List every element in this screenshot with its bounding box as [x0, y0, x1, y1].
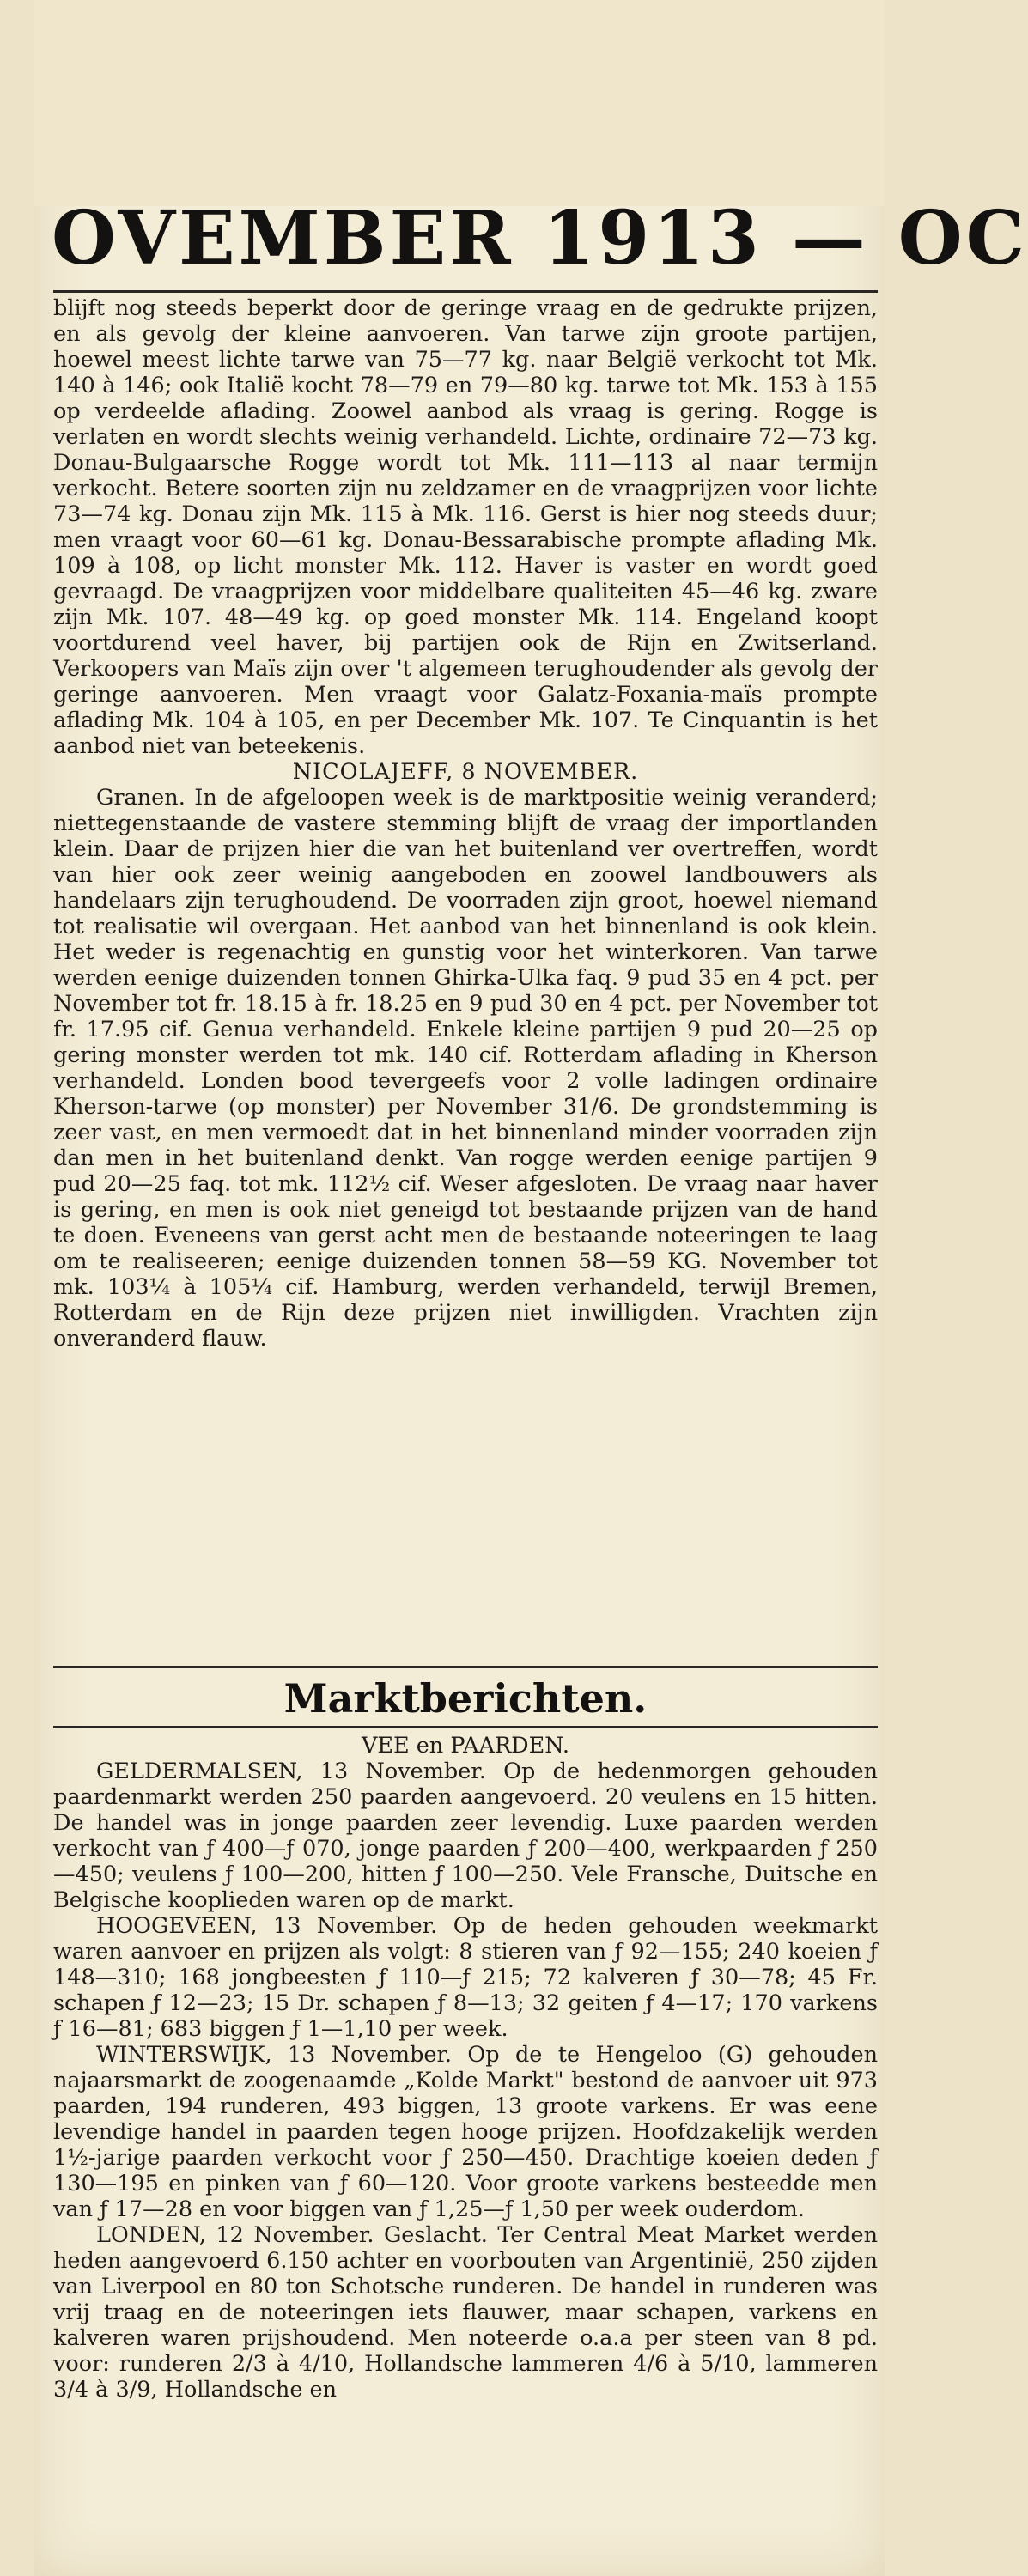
- report-paragraph: Granen. In de afgeloopen week is de marktpositie weinig veranderd; niettegenstaande de vastere stemming blijft de vraag der importlanden klein. Daar de prijzen hier die van het buitenland ver overtreffen, wordt van hier ook zeer weinig aangeboden en zoowel landbouwers als handelaars zijn terughoudend. De voorraden zijn groot, hoewel niemand tot realisatie wil overgaan. Het aanbod van het binnenland is ook klein. Het weder is regenachtig en gunstig voor het winterkoren. Van tarwe werden eenige duizenden tonnen Ghirka-Ulka faq. 9 pud 35 en 4 pct. per November tot fr. 18.15 à fr. 18.25 en 9 pud 30 en 4 pct. per November tot fr. 17.95 cif. Genua verhandeld. Enkele kleine partijen 9 pud 20—25 op gering monster werden tot mk. 140 cif. Rotterdam aflading in Kherson verhandeld. Londen bood tevergeefs voor 2 volle ladingen ordinaire Kherson-tarwe (op monster) per November 31/6. De grondstemming is zeer vast, en men vermoedt dat in het binnenland minder voorraden zijn dan men in het buitenland denkt. Van rogge werden eenige partijen 9 pud 20—25 faq. tot mk. 112½ cif. Weser afgesloten. De vraag naar haver is gering, en men is ook niet geneigd tot bestaande prijzen van de hand te doen. Eveneens van gerst acht men de bestaande noteeringen te laag om te realiseeren; eenige duizenden tonnen 58—59 KG. November tot mk. 103¼ à 105¼ cif. Hamburg, werden verhandeld, terwijl Bremen, Rotterdam en de Rijn deze prijzen niet inwilligden. Vrachten zijn onveranderd flauw.: [53, 785, 878, 1352]
- report-londen: LONDEN, 12 November. Geslacht. Ter Central Meat Market werden heden aangevoerd 6.150 achter en voorbouten van Argentinië, 250 zijden van Liverpool en 80 ton Schotsche runderen. De handel in runderen was vrij traag en de noteeringen iets flauwer, maar schapen, varkens en kalveren waren prijshoudend. Men noteerde o.a.a per steen van 8 pd. voor: runderen 2/3 à 4/10, Hollandsche lammeren 4/6 à 5/10, lammeren 3/4 à 3/9, Hollandsche en: [53, 2222, 878, 2403]
- livestock-reports: [53, 1733, 878, 2403]
- section-rule: [53, 1726, 878, 1728]
- section-rule: [53, 1666, 878, 1668]
- banner-rule: [53, 290, 878, 293]
- market-report: [53, 295, 878, 1352]
- dateline: NICOLAJEFF, 8 NOVEMBER.: [292, 759, 639, 785]
- section-heading: Marktberichten.: [283, 1675, 648, 1722]
- report-paragraph: blijft nog steeds beperkt door de geringe vraag en de gedrukte prijzen, en als gevolg der kleine aanvoeren. Van tarwe zijn groote partijen, hoewel meest lichte tarwe van 75—77 kg. naar België verkocht tot Mk. 140 à 146; ook Italië kocht 78—79 en 79—80 kg. tarwe tot Mk. 153 à 155 op verdeelde aflading. Zoowel aanbod als vraag is gering. Rogge is verlaten en wordt slechts weinig verhandeld. Lichte, ordinaire 72—73 kg. Donau-Bulgaarsche Rogge wordt tot Mk. 111—113 al naar termijn verkocht. Betere soorten zijn nu zeldzamer en de vraagprijzen voor lichte 73—74 kg. Donau zijn Mk. 115 à Mk. 116. Gerst is hier nog steeds duur; men vraagt voor 60—61 kg. Donau-Bessarabische prompte aflading Mk. 109 à 108, op licht monster Mk. 112. Haver is vaster en wordt goed gevraagd. De vraagprijzen voor middelbare qualiteiten 45—46 kg. zware zijn Mk. 107. 48—49 kg. op goed monster Mk. 114. Engeland koopt voortdurend veel haver, bij partijen ook de Rijn en Zwitserland. Verkoopers van Maïs zijn over 't algemeen terughoudender als gevolg der geringe aanvoeren. Men vraagt voor Galatz-Foxania-maïs prompte aflading Mk. 104 à 105, en per December Mk. 107. Te Cinquantin is het aanbod niet van beteekenis.: [53, 295, 878, 759]
- report-winterswijk: WINTERSWIJK, 13 November. Op de te Hengeloo (G) gehouden najaarsmarkt de zoogenaamde „Kolde Markt" bestond de aanvoer uit 973 paarden, 194 runderen, 493 biggen, 13 groote varkens. Er was eene levendige handel in paarden tegen hooge prijzen. Hoofdzakelijk werden 1½-jarige paarden verkocht voor ƒ 250—450. Drachtige koeien deden ƒ 130—195 en pinken van ƒ 60—120. Voor groote varkens besteedde men van ƒ 17—28 en voor biggen van ƒ 1,25—ƒ 1,50 per week ouderdom.: [53, 2042, 878, 2222]
- subheading: VEE en PAARDEN.: [361, 1733, 570, 1759]
- report-hoogeveen: HOOGEVEEN, 13 November. Op de heden gehouden weekmarkt waren aanvoer en prijzen als volgt: 8 stieren van ƒ 92—155; 240 koeien ƒ 148—310; 168 jongbeesten ƒ 110—ƒ 215; 72 kalveren ƒ 30—78; 45 Fr. schapen ƒ 12—23; 15 Dr. schapen ƒ 8—13; 32 geiten ƒ 4—17; 170 varkens ƒ 16—81; 683 biggen ƒ 1—1,10 per week.: [53, 1913, 878, 2042]
- report-geldermalsen: GELDERMALSEN, 13 November. Op de hedenmorgen gehouden paardenmarkt werden 250 paarden aangevoerd. 20 veulens en 15 hitten. De handel was in jonge paarden zeer levendig. Luxe paarden werden verkocht van ƒ 400—ƒ 070, jonge paarden ƒ 200—400, werkpaarden ƒ 250—450; veulens ƒ 100—200, hitten ƒ 100—250. Vele Fransche, Duitsche en Belgische kooplieden waren op de markt.: [53, 1759, 878, 1913]
- blank-margin: [34, 0, 885, 206]
- date-banner: OVEMBER 1913 — OC: [52, 195, 1028, 282]
